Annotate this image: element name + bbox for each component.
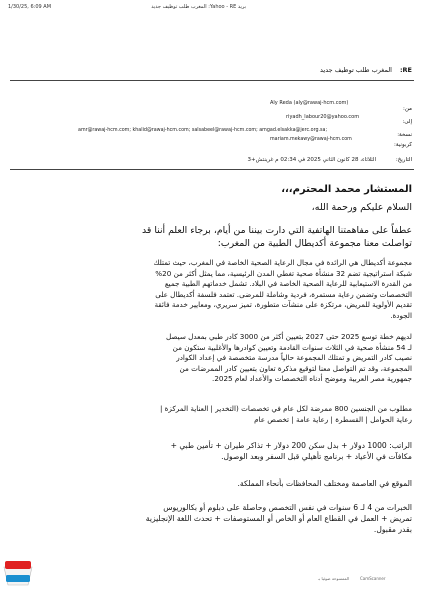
subject-divider <box>10 80 414 81</box>
to-label: إلى: <box>402 119 412 125</box>
from-label: من: <box>403 106 412 112</box>
watermark-logo <box>0 551 36 591</box>
text-line: شبكة استراتيجية تضم 32 منشأة صحية تغطي المدن الرئيسية، مما يمثل أكثر من 20% <box>155 268 412 278</box>
text-line: مكافآت في الأعياد + برنامج تأهيلي قبل السفر وبعد الوصول. <box>221 452 412 461</box>
expansion-paragraph <box>8 332 412 385</box>
text-line: عطفاً على مفاهمتنا الهاتفية التي دارت بيننا من أيام، برجاء العلم أننا قد <box>142 225 412 236</box>
text-line: تقديم الأولوية للمريض، مرتكزة على منشآت متطورة، تميز سريري، ومعايير خدمة فائقة <box>154 300 412 310</box>
text-line: مطلوب من الجنسين 800 ممرضة لكل عام في تخصصات (التخدير | العناية المركزة | <box>159 404 412 413</box>
bcc-label: كربونية: <box>393 142 412 148</box>
text-line: تواصلت معنا مجموعة أكديطال الطبية من المغرب: <box>217 238 412 249</box>
header-divider <box>10 169 414 170</box>
text-line: لـ 54 منشأة صحية في الثلاث سنوات القادمة وتعيين كوادرها والأغلبية ستكون من <box>172 342 412 352</box>
scanner-label-ar: الممسوحة ضوئيا بـ <box>318 576 350 581</box>
specialties-paragraph <box>8 404 412 425</box>
text-line: تمريض + العمل في القطاع العام أو الخاص أو المستوصفات + تحدث اللغة الإنجليزية <box>145 514 412 523</box>
text-line: المجموعة، وقد تم التواصل معنا لتوقيع مذكرة تعاون بتعيين كادر الممرضات من <box>179 363 412 373</box>
greeting: السلام عليكم ورحمة الله، <box>311 202 412 213</box>
text-line: الموقع في العاصمة ومختلف المحافظات بأنحاء المملكة. <box>237 479 412 488</box>
cc-value-line2: mariam.mekawy@rawaj-hcm.com <box>270 137 352 142</box>
text-line: الخبرات من 4 لـ 6 سنوات في نفس التخصص وحاصلة على دبلوم أو بكالوريوس <box>163 503 412 512</box>
text-line: الراتب: 1000 دولار + بدل سكن 200 دولار + تذاكر طيران + تأمين طبي + <box>170 441 412 450</box>
experience-paragraph <box>8 502 412 535</box>
intro-paragraph <box>8 224 412 250</box>
cc-value-line1: amr@rawaj-hcm.com; khalid@rawaj-hcm.com; salsabeel@rawaj-hcm.com; amgad.elsakka@jerc.org.sa; <box>78 128 328 133</box>
print-timestamp: 1/30/25, 6:09 AM <box>8 4 52 10</box>
to-value: riyadh_labour20@yahoo.com <box>286 114 360 120</box>
cc-label: نسخة: <box>397 132 412 138</box>
company-paragraph <box>8 258 412 322</box>
text-line: مجموعة أكديطال هي الرائدة في مجال الرعاية الصحية الخاصة في المغرب، حيث تمتلك <box>153 258 412 267</box>
location-paragraph <box>8 478 412 489</box>
text-line: التخصصات وتضمن رعاية مستمرة، فردية وشاملة للمرضى. تعتمد فلسفة أكديطال على <box>155 289 412 299</box>
from-value: Aly Reda (aly@rawaj-hcm.com) <box>270 100 349 106</box>
subject-prefix: RE: <box>399 66 412 74</box>
text-line: رعاية الحوامل | القسطرة | رعاية عامة | تخصص عام <box>254 414 412 424</box>
date-label: التاريخ: <box>395 157 412 163</box>
subject-text: المغرب طلب توظيف جديد <box>320 66 392 74</box>
salary-paragraph <box>8 440 412 462</box>
text-line: من القدرة الاستيعابية للرعاية الصحية الخاصة في البلاد. تشمل خدماتهم الطبية جميع <box>164 279 412 289</box>
text-line: جمهورية مصر العربية وموضح أدناه التخصصات والأعداد لعام 2025. <box>212 374 412 384</box>
print-page-title: بريد Yahoo - RE: المغرب طلب توظيف جديد <box>151 4 246 10</box>
scanner-label: CamScanner <box>360 576 386 581</box>
text-line: نصيب كادر التمريض و تمتلك المجموعة حالياً مدرسة متخصصة في إعداد الكوادر <box>176 353 412 363</box>
salutation: المستشار محمد المحترم،،، <box>281 184 412 195</box>
text-line: لديهم خطة توسع 2025 حتى 2027 بتعيين أكثر من 3000 كادر طبي بمعدل سيصل <box>165 332 412 341</box>
text-line: بقدر مقبول. <box>373 525 412 534</box>
date-value: الثلاثاء، 28 كانون الثاني 2025 في 02:34 م غرينتش+3 <box>247 157 376 163</box>
text-line: الجودة. <box>390 310 412 320</box>
